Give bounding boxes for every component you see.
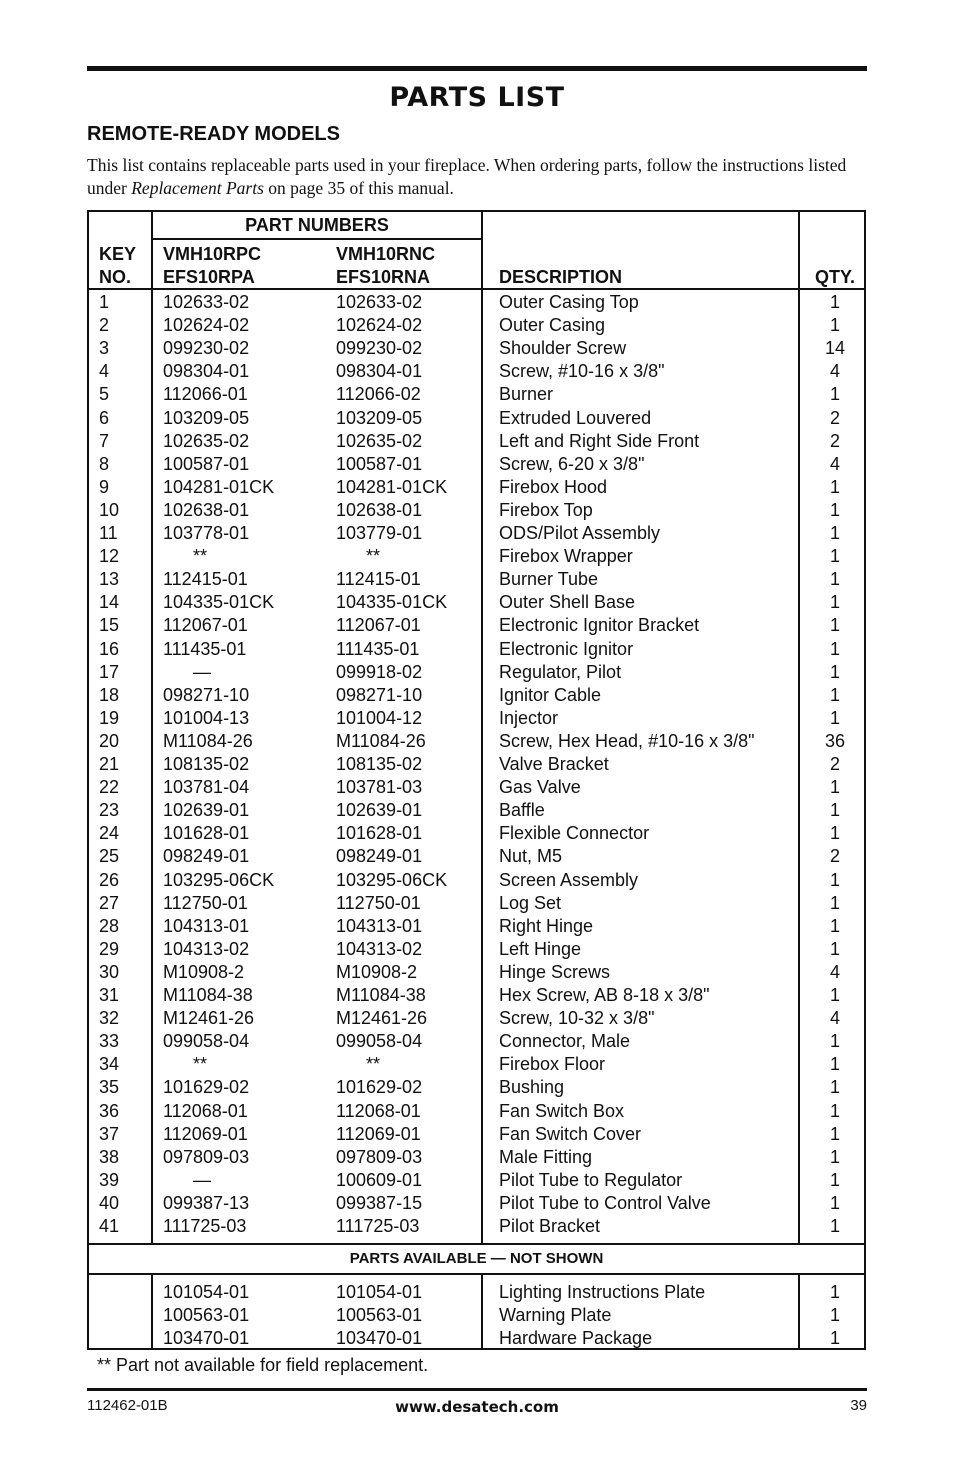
part-number-model2: 098271-10	[336, 684, 423, 705]
key-header-line1: KEY	[99, 244, 137, 264]
key-no: 19	[99, 707, 120, 728]
description: Firebox Hood	[499, 476, 608, 497]
document-number: 112462-01B	[87, 1397, 168, 1414]
part-number-model2: 098249-01	[336, 846, 423, 867]
part-number-model2: M11084-26	[336, 730, 426, 751]
part-number-model1: 104313-02	[163, 938, 250, 959]
part-number-model1: 099387-13	[163, 1192, 250, 1213]
not-shown-banner: PARTS AVAILABLE — NOT SHOWN	[349, 1250, 604, 1267]
description: Firebox Wrapper	[499, 546, 633, 567]
bottom-rule	[87, 1388, 867, 1391]
qty: 4	[829, 1008, 840, 1029]
key-no: 32	[99, 1008, 120, 1029]
description: Fan Switch Box	[499, 1100, 625, 1121]
description: Male Fitting	[499, 1146, 593, 1167]
description: Bushing	[499, 1077, 565, 1098]
key-no: 23	[99, 800, 120, 821]
qty: 1	[829, 661, 840, 682]
part-number-model1: 112750-01	[163, 892, 248, 913]
key-no: 5	[99, 384, 110, 405]
description: Screw, 10-32 x 3/8"	[499, 1008, 655, 1029]
intro-text-after: on page 35 of this manual.	[263, 177, 454, 198]
description: Screen Assembly	[499, 869, 639, 890]
description: Outer Casing Top	[499, 292, 639, 312]
intro-paragraph	[87, 154, 872, 199]
qty: 1	[829, 777, 840, 798]
part-number-model1: 112068-01	[163, 1100, 248, 1121]
key-no: 34	[99, 1054, 120, 1075]
key-no: 7	[99, 430, 110, 451]
description: Log Set	[499, 892, 562, 913]
part-number-model1: M10908-2	[163, 961, 245, 982]
description: Hardware Package	[499, 1328, 653, 1349]
model1-header-line1: VMH10RPC	[163, 244, 262, 264]
part-number-model1: —	[163, 1169, 212, 1190]
part-number-model1: 102635-02	[163, 430, 250, 451]
description: Extruded Louvered	[499, 407, 652, 428]
part-number-model2: 099387-15	[336, 1192, 423, 1213]
part-number-model2: 103781-03	[336, 777, 423, 798]
part-number-model2: 099230-02	[336, 338, 423, 359]
part-number-model1: 102624-02	[163, 315, 250, 336]
col-divider-qty	[798, 212, 800, 1243]
description: Hinge Screws	[499, 961, 611, 982]
part-number-model1: 102633-02	[163, 292, 250, 312]
key-no: 39	[99, 1169, 120, 1190]
part-number-model2: 099058-04	[336, 1031, 423, 1052]
page-title: PARTS LIST	[389, 82, 565, 113]
key-no: 25	[99, 846, 120, 867]
qty: 1	[829, 1054, 840, 1075]
qty: 1	[829, 1031, 840, 1052]
part-number-model2: 103209-05	[336, 407, 423, 428]
qty-header: QTY.	[814, 267, 855, 287]
description: Screw, Hex Head, #10-16 x 3/8"	[499, 730, 755, 751]
part-number-model1: **	[163, 546, 208, 567]
part-number-model2: 104313-02	[336, 938, 423, 959]
part-number-model1: 112415-01	[163, 569, 248, 590]
part-number-model1: 098249-01	[163, 846, 250, 867]
description: Outer Casing	[499, 315, 606, 336]
key-no: 41	[99, 1216, 120, 1236]
part-number-model2: 101004-12	[336, 707, 423, 728]
key-no: 31	[99, 985, 120, 1005]
qty: 1	[829, 1305, 840, 1326]
qty: 1	[829, 869, 840, 890]
qty: 4	[829, 453, 840, 474]
col-divider-qty-lower	[798, 1274, 800, 1350]
part-number-model2: 103470-01	[336, 1328, 423, 1349]
key-no: 16	[99, 638, 120, 659]
description: Burner	[499, 384, 554, 405]
website-link[interactable]: www.desatech.com	[395, 1398, 559, 1416]
part-number-model2: 100587-01	[336, 453, 423, 474]
part-number-model1: 101628-01	[163, 823, 250, 844]
part-number-model2: 101054-01	[336, 1282, 423, 1302]
part-number-model2: M12461-26	[336, 1008, 428, 1029]
col-divider-models-lower	[481, 1274, 483, 1350]
qty: 1	[829, 823, 840, 844]
qty: 1	[829, 476, 840, 497]
qty: 1	[829, 1328, 840, 1349]
qty: 1	[829, 707, 840, 728]
key-no: 15	[99, 615, 120, 636]
part-numbers-underline	[151, 238, 483, 240]
qty: 1	[829, 1169, 840, 1190]
qty: 1	[829, 985, 840, 1005]
description: Flexible Connector	[499, 823, 650, 844]
description: Firebox Top	[499, 499, 593, 520]
qty: 1	[829, 1146, 840, 1167]
key-no: 40	[99, 1192, 120, 1213]
part-number-model2: 101629-02	[336, 1077, 423, 1098]
part-number-model1: M11084-26	[163, 730, 253, 751]
part-number-model2: 102633-02	[336, 292, 423, 312]
part-number-model2: M10908-2	[336, 961, 418, 982]
key-no: 18	[99, 684, 120, 705]
key-no: 14	[99, 592, 120, 613]
description: Left Hinge	[499, 938, 582, 959]
qty: 1	[829, 315, 840, 336]
key-no: 4	[99, 361, 110, 382]
qty: 1	[829, 938, 840, 959]
qty: 2	[829, 407, 840, 428]
part-number-model2: 102639-01	[336, 800, 423, 821]
page-number: 39	[850, 1397, 867, 1414]
key-no: 9	[99, 476, 110, 497]
key-no: 11	[99, 523, 118, 543]
qty: 1	[829, 384, 840, 405]
part-number-model1: 103209-05	[163, 407, 250, 428]
description: Electronic Ignitor Bracket	[499, 615, 700, 636]
description: Nut, M5	[499, 846, 563, 867]
part-number-model1: M11084-38	[163, 985, 253, 1005]
qty: 36	[824, 730, 846, 751]
qty: 1	[829, 592, 840, 613]
intro-text-before: This list contains replaceable parts used in your fireplace. When ordering parts, follow the instructions listed under	[87, 155, 847, 198]
description: Hex Screw, AB 8-18 x 3/8"	[499, 985, 710, 1005]
description: Gas Valve	[499, 777, 581, 798]
qty: 2	[829, 846, 840, 867]
key-no: 33	[99, 1031, 120, 1052]
part-number-model1: 101054-01	[163, 1282, 250, 1302]
qty: 1	[829, 615, 840, 636]
part-number-model1: 112066-01	[163, 384, 248, 405]
description: Outer Shell Base	[499, 592, 636, 613]
section-subtitle: REMOTE-READY MODELS	[87, 123, 340, 145]
qty: 1	[829, 892, 840, 913]
part-number-model1: 104313-01	[163, 915, 250, 936]
part-number-model2: 101628-01	[336, 823, 423, 844]
qty: 1	[829, 569, 840, 590]
description: Pilot Tube to Control Valve	[499, 1192, 711, 1213]
part-number-model2: 100609-01	[336, 1169, 423, 1190]
description: Regulator, Pilot	[499, 661, 622, 682]
part-number-model2: 102638-01	[336, 499, 423, 520]
description: Warning Plate	[499, 1305, 612, 1326]
description: Electronic Ignitor	[499, 638, 634, 659]
qty: 1	[829, 1123, 840, 1144]
key-header-line2: NO.	[99, 267, 132, 287]
part-number-model2: 104281-01CK	[336, 476, 448, 497]
description: Lighting Instructions Plate	[499, 1282, 706, 1302]
qty: 1	[829, 523, 840, 543]
key-no: 35	[99, 1077, 120, 1098]
model1-header-line2: EFS10RPA	[163, 267, 255, 287]
key-no: 13	[99, 569, 120, 590]
qty: 4	[829, 361, 840, 382]
not-shown-top-rule	[89, 1243, 864, 1245]
key-no: 3	[99, 338, 110, 359]
part-number-model1: 100563-01	[163, 1305, 250, 1326]
part-number-model2: 108135-02	[336, 754, 423, 774]
part-number-model1: 099230-02	[163, 338, 250, 359]
description: Pilot Tube to Regulator	[499, 1169, 683, 1190]
key-no: 1	[99, 292, 110, 312]
key-no: 20	[99, 730, 120, 751]
part-number-model1: 103470-01	[163, 1328, 250, 1349]
key-no: 12	[99, 546, 120, 567]
model2-header-line1: VMH10RNC	[336, 244, 436, 264]
description: Left and Right Side Front	[499, 430, 700, 451]
key-no: 17	[99, 661, 120, 682]
part-number-model2: 112415-01	[336, 569, 421, 590]
description: Connector, Male	[499, 1031, 631, 1052]
description: Valve Bracket	[499, 754, 609, 774]
description: Firebox Floor	[499, 1054, 606, 1075]
part-number-model2: 098304-01	[336, 361, 423, 382]
part-number-model1: 098304-01	[163, 361, 250, 382]
key-no: 26	[99, 869, 120, 890]
col-divider-models	[481, 212, 483, 1243]
part-number-model1: 102638-01	[163, 499, 250, 520]
part-number-model2: 102635-02	[336, 430, 423, 451]
description: Injector	[499, 707, 559, 728]
part-number-model2: 111435-01	[336, 638, 420, 659]
intro-text-italic: Replacement Parts	[131, 177, 264, 198]
description: Screw, #10-16 x 3/8"	[499, 361, 665, 382]
part-number-model1: 104335-01CK	[163, 592, 275, 613]
part-number-model2: 112069-01	[336, 1123, 421, 1144]
top-rule	[87, 66, 867, 71]
part-number-model1: 103295-06CK	[163, 869, 275, 890]
qty: 1	[829, 499, 840, 520]
qty: 1	[829, 800, 840, 821]
part-number-model1: 098271-10	[163, 684, 250, 705]
qty: 1	[829, 638, 840, 659]
qty: 2	[829, 754, 840, 774]
col-divider-key-lower	[151, 1274, 153, 1350]
model2-header-line2: EFS10RNA	[336, 267, 431, 287]
parts-table	[87, 210, 866, 1350]
part-number-model1: 111435-01	[163, 638, 247, 659]
description: Fan Switch Cover	[499, 1123, 642, 1144]
description: Pilot Bracket	[499, 1216, 601, 1236]
qty: 1	[829, 1216, 840, 1236]
part-number-model2: 104335-01CK	[336, 592, 448, 613]
part-number-model2: 112067-01	[336, 615, 421, 636]
part-number-model1: 111725-03	[163, 1216, 247, 1236]
part-number-model2: 111725-03	[336, 1216, 420, 1236]
part-number-model1: 112069-01	[163, 1123, 248, 1144]
key-no: 38	[99, 1146, 120, 1167]
part-number-model1: 102639-01	[163, 800, 250, 821]
key-no: 27	[99, 892, 120, 913]
key-no: 6	[99, 407, 110, 428]
part-number-model1: 100587-01	[163, 453, 250, 474]
col-divider-key	[151, 212, 153, 1243]
description: Baffle	[499, 800, 545, 821]
key-no: 21	[99, 754, 120, 774]
part-number-model2: 112066-02	[336, 384, 421, 405]
part-number-model2: **	[336, 1054, 381, 1075]
part-number-model2: 097809-03	[336, 1146, 423, 1167]
qty: 1	[829, 915, 840, 936]
description: Right Hinge	[499, 915, 594, 936]
part-number-model1: —	[163, 661, 212, 682]
part-number-model1: 101629-02	[163, 1077, 250, 1098]
qty: 1	[829, 684, 840, 705]
qty: 1	[829, 546, 840, 567]
key-no: 37	[99, 1123, 120, 1144]
key-no: 8	[99, 453, 110, 474]
part-number-model1: 101004-13	[163, 707, 250, 728]
key-no: 22	[99, 777, 120, 798]
part-number-model1: 108135-02	[163, 754, 250, 774]
part-number-model1: M12461-26	[163, 1008, 255, 1029]
qty: 2	[829, 430, 840, 451]
description: Burner Tube	[499, 569, 599, 590]
part-number-model2: 112750-01	[336, 892, 421, 913]
key-no: 29	[99, 938, 120, 959]
key-no: 2	[99, 315, 110, 336]
part-number-model1: 099058-04	[163, 1031, 250, 1052]
key-no: 24	[99, 823, 120, 844]
not-shown-bottom-rule	[89, 1273, 864, 1275]
footnote: ** Part not available for field replacement.	[97, 1355, 429, 1375]
key-no: 30	[99, 961, 120, 982]
part-number-model2: 112068-01	[336, 1100, 421, 1121]
qty: 14	[824, 338, 846, 359]
part-number-model1: 112067-01	[163, 615, 248, 636]
part-number-model1: **	[163, 1054, 208, 1075]
qty: 1	[829, 292, 840, 312]
part-number-model1: 103778-01	[163, 523, 250, 543]
part-number-model2: 103779-01	[336, 523, 423, 543]
qty: 1	[829, 1100, 840, 1121]
part-numbers-header: PART NUMBERS	[245, 215, 389, 235]
part-number-model2: 104313-01	[336, 915, 423, 936]
part-number-model2: **	[336, 546, 381, 567]
part-number-model2: 102624-02	[336, 315, 423, 336]
key-no: 10	[99, 499, 120, 520]
description: Ignitor Cable	[499, 684, 602, 705]
description: Screw, 6-20 x 3/8"	[499, 453, 645, 474]
description: Shoulder Screw	[499, 338, 627, 359]
part-number-model2: 103295-06CK	[336, 869, 448, 890]
qty: 1	[829, 1282, 840, 1302]
part-number-model1: 104281-01CK	[163, 476, 275, 497]
key-no: 36	[99, 1100, 120, 1121]
part-number-model1: 097809-03	[163, 1146, 250, 1167]
qty: 1	[829, 1077, 840, 1098]
part-number-model2: 099918-02	[336, 661, 423, 682]
key-no: 28	[99, 915, 120, 936]
part-number-model1: 103781-04	[163, 777, 250, 798]
description-header: DESCRIPTION	[499, 267, 623, 287]
qty: 1	[829, 1192, 840, 1213]
description: ODS/Pilot Assembly	[499, 523, 661, 543]
part-number-model2: M11084-38	[336, 985, 426, 1005]
qty: 4	[829, 961, 840, 982]
part-number-model2: 100563-01	[336, 1305, 423, 1326]
